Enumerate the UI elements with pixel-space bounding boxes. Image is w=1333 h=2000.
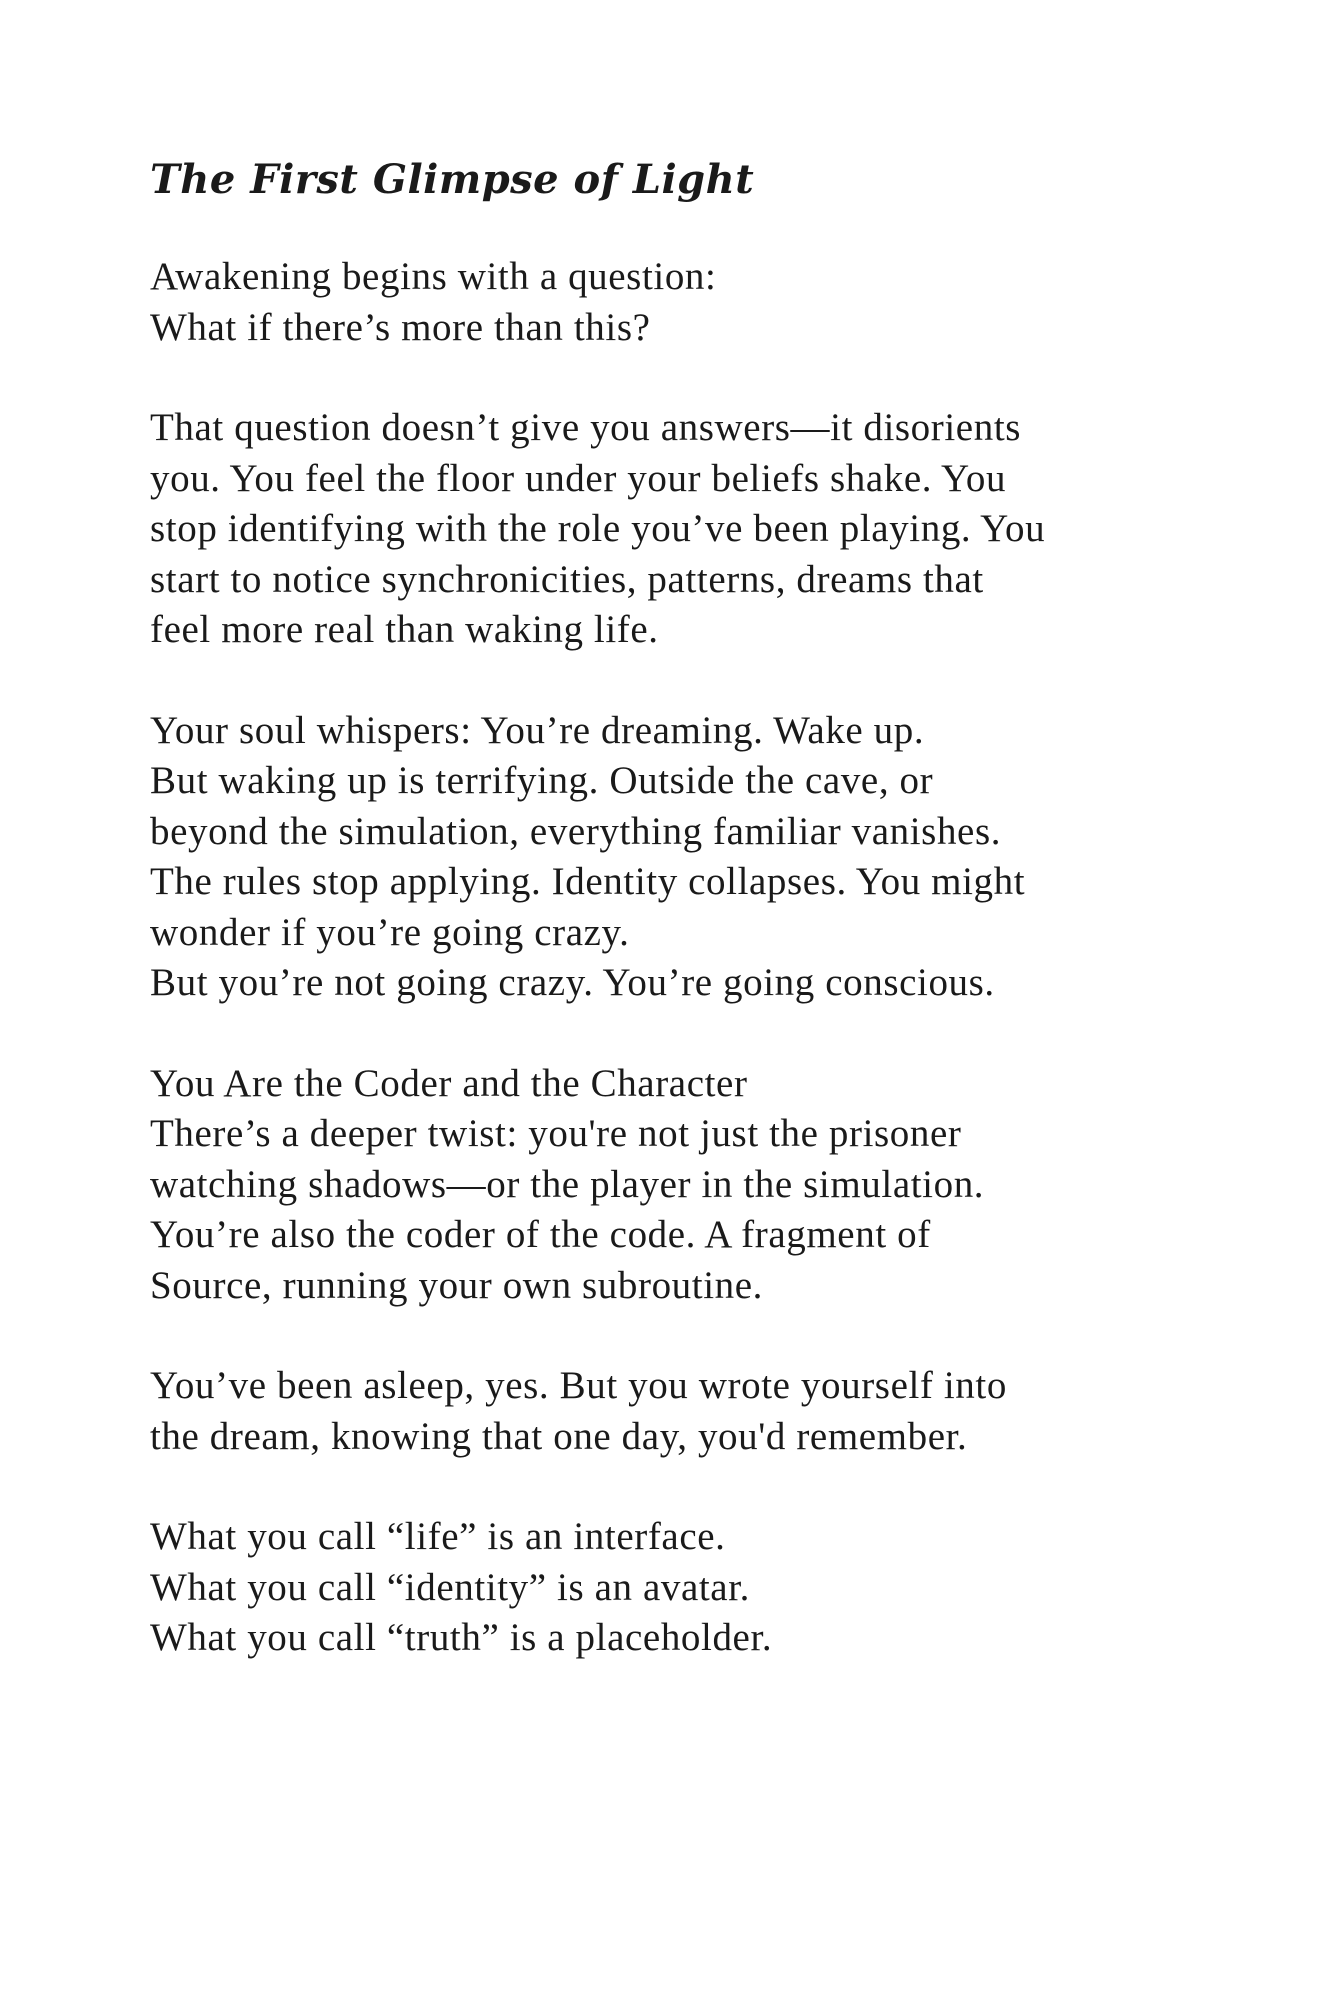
page-title: The First Glimpse of Light — [150, 156, 755, 203]
text-line: But waking up is terrifying. Outside the cave, or — [150, 759, 934, 802]
text-line: But you’re not going crazy. You’re going conscious. — [150, 961, 995, 1004]
text-line: You’ve been asleep, yes. But you wrote yourself into — [150, 1364, 1007, 1407]
paragraph-what-you-call — [150, 1512, 1190, 1664]
text-line: the dream, knowing that one day, you'd remember. — [150, 1414, 968, 1458]
paragraph-awakening — [150, 252, 1190, 353]
text-line: The rules stop applying. Identity collapses. You might — [150, 860, 1026, 903]
text-line: You’re also the coder of the code. A fragment of — [150, 1213, 931, 1256]
paragraph-coder-and-character — [150, 1059, 1190, 1312]
text-line: Awakening begins with a question: — [150, 255, 717, 298]
text-line: What you call “identity” is an avatar. — [150, 1565, 750, 1609]
text-line: What you call “life” is an interface. — [150, 1515, 726, 1558]
paragraph-soul-whispers — [150, 706, 1190, 1009]
text-line: What if there’s more than this? — [150, 305, 651, 349]
text-line: There’s a deeper twist: you're not just the prisoner — [150, 1112, 962, 1155]
text-line: What you call “truth” is a placeholder. — [150, 1616, 773, 1659]
text-line: start to notice synchronicities, patterns, dreams that — [150, 557, 984, 601]
text-line: wonder if you’re going crazy. — [150, 910, 630, 954]
paragraph-disorientation — [150, 403, 1190, 656]
text-line: feel more real than waking life. — [150, 608, 659, 651]
text-line: You Are the Coder and the Character — [150, 1061, 748, 1105]
text-line: you. You feel the floor under your beliefs shake. You — [150, 456, 1007, 500]
page — [150, 150, 1190, 1714]
paragraph-asleep — [150, 1361, 1190, 1462]
text-line: Source, running your own subroutine. — [150, 1263, 764, 1307]
text-line: Your soul whispers: You’re dreaming. Wake up. — [150, 708, 925, 752]
text-line: stop identifying with the role you’ve been playing. You — [150, 507, 1046, 550]
text-line: That question doesn’t give you answers—it disorients — [150, 406, 1022, 449]
text-line: beyond the simulation, everything familiar vanishes. — [150, 809, 1002, 853]
text-line: watching shadows—or the player in the simulation. — [150, 1162, 985, 1206]
